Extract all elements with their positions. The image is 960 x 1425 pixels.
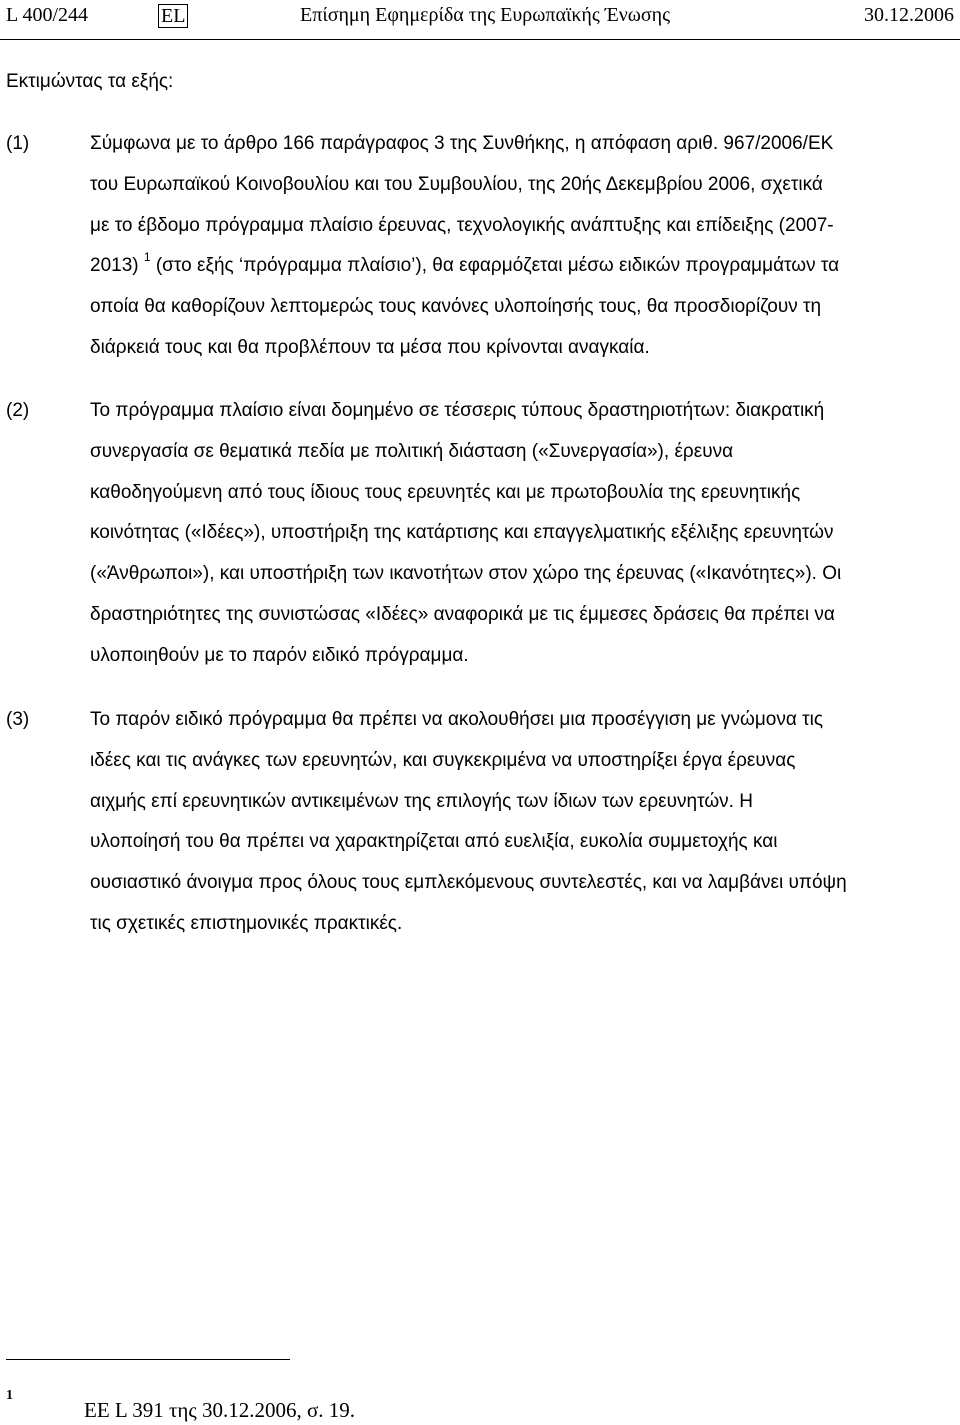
journal-title: Επίσημη Εφημερίδα της Ευρωπαϊκής Ένωσης (300, 4, 671, 26)
text-line: του Ευρωπαϊκού Κοινοβουλίου και του Συμβουλίου, της 20ής Δεκεμβρίου 2006, σχετικά (90, 173, 823, 195)
text-line: ουσιαστικό άνοιγμα προς όλους τους εμπλεκόμενους συντελεστές, και να λαμβάνει υπόψη (90, 872, 847, 894)
footnote-separator (6, 1359, 290, 1360)
publication-date: 30.12.2006 (864, 4, 954, 26)
text-line: («Άνθρωποι»), και υποστήριξη των ικανοτήτων στον χώρο της έρευνας («Ικανότητες»). Οι (90, 563, 842, 585)
text-fragment: 2013) (90, 255, 139, 277)
text-line: υλοποιηθούν με το παρόν ειδικό πρόγραμμα. (90, 644, 469, 666)
text-line (90, 246, 951, 287)
text-line: δραστηριότητες της συνιστώσας «Ιδέες» αναφορικά με τις έμμεσες δράσεις θα πρέπει να (90, 603, 835, 625)
text-line: ιδέες και τις ανάγκες των ερευνητών, και συγκεκριμένα να υποστηρίξει έργα έρευνας (90, 749, 796, 771)
text-line: συνεργασία σε θεματικά πεδία με πολιτική διάσταση («Συνεργασία»), έρευνα (90, 440, 734, 462)
page-header (0, 0, 960, 40)
text-line: υλοποίησή του θα πρέπει να χαρακτηρίζεται από ευελιξία, ευκολία συμμετοχής και (90, 831, 778, 853)
recital-text (90, 391, 951, 677)
language-code: EL (158, 4, 188, 28)
text-line: Το πρόγραμμα πλαίσιο είναι δομημένο σε τέσσερις τύπους δραστηριοτήτων: διακρατική (90, 400, 825, 421)
recital-number: (2) (6, 400, 30, 421)
text-line: κοινότητας («Ιδέες»), υποστήριξη της κατάρτισης και επαγγελματικής εξέλιξης ερευνητών (90, 522, 834, 544)
footnote-text: ΕΕ L 391 της 30.12.2006, σ. 19. (84, 1398, 356, 1422)
text-line: καθοδηγούμενη από τους ίδιους τους ερευνητές και με πρωτοβουλία της ερευνητικής (90, 481, 801, 503)
text-line: Το παρόν ειδικό πρόγραμμα θα πρέπει να ακολουθήσει μια προσέγγιση με γνώμονα τις (90, 709, 823, 730)
recital-text (90, 124, 951, 369)
text-line: με το έβδομο πρόγραμμα πλαίσιο έρευνας, τεχνολογικής ανάπτυξης και επίδειξης (2007- (90, 214, 834, 236)
text-fragment: (στο εξής ‘πρόγραμμα πλαίσιο’), θα εφαρμόζεται μέσω ειδικών προγραμμάτων τα (150, 255, 840, 277)
intro-text: Εκτιμώντας τα εξής: (6, 71, 174, 92)
footnote-mark: 1 (6, 1388, 13, 1403)
footnote-reference[interactable]: 1 (143, 250, 151, 265)
text-line: αιχμής επί ερευνητικών αντικειμένων της επιλογής των ίδιων των ερευνητών. Η (90, 790, 753, 812)
recital-number: (1) (6, 133, 30, 154)
journal-reference: L 400/244 (6, 4, 89, 26)
recital-number: (3) (6, 709, 30, 730)
text-line: διάρκειά τους και θα προβλέπουν τα μέσα που κρίνονται αναγκαία. (90, 336, 650, 358)
text-line: Σύμφωνα με το άρθρο 166 παράγραφος 3 της Συνθήκης, η απόφαση αριθ. 967/2006/ΕΚ (90, 133, 834, 154)
text-line: οποία θα καθορίζουν λεπτομερώς τους κανόνες υλοποίησής τους, θα προσδιορίζουν τη (90, 296, 822, 318)
text-line: τις σχετικές επιστημονικές πρακτικές. (90, 912, 403, 934)
recital-text (90, 700, 951, 945)
